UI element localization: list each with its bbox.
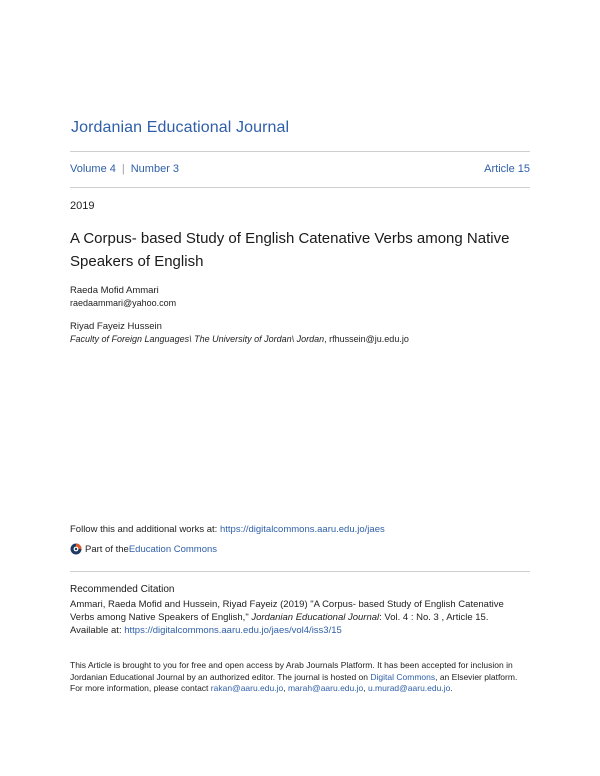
author-affiliation-line: [70, 333, 409, 346]
notice-comma: ,: [283, 683, 288, 693]
notice-end: .: [450, 683, 453, 693]
journal-title[interactable]: [71, 119, 289, 137]
divider-citation: [70, 571, 530, 572]
author-name: Raeda Mofid Ammari: [70, 285, 159, 296]
journal-title-text[interactable]: Jordanian Educational Journal: [71, 119, 290, 136]
author-block-1: [70, 284, 176, 310]
volume-link[interactable]: Volume 4: [70, 163, 116, 175]
author-name: Riyad Fayeiz Hussein: [70, 321, 162, 332]
education-commons-link[interactable]: Education Commons: [128, 543, 218, 555]
part-of-line: [70, 543, 217, 555]
author-affiliation: Faculty of Foreign Languages\ The University of Jordan\ Jordan: [70, 334, 325, 344]
citation-available-prefix: Available at:: [70, 625, 125, 636]
digital-commons-link[interactable]: Digital Commons: [370, 671, 436, 682]
author-email: , rfhussein@ju.edu.jo: [324, 334, 409, 344]
access-notice: [70, 660, 520, 695]
article-link[interactable]: Article 15: [484, 163, 530, 175]
citation-journal: Jordanian Educational Journal: [251, 612, 380, 623]
citation-url-link[interactable]: https://digitalcommons.aaru.edu.jo/jaes/vol4/iss3/15: [124, 625, 342, 636]
citation-body: [70, 598, 530, 637]
issue-separator: |: [121, 163, 125, 175]
follow-line: [70, 524, 385, 535]
citation-volume: : Vol. 4 : No. 3 , Article 15.: [379, 612, 489, 623]
notice-comma: ,: [363, 683, 368, 693]
follow-prefix: Follow this and additional works at:: [70, 524, 220, 535]
digital-commons-network-icon: [70, 543, 82, 555]
number-link[interactable]: Number 3: [130, 163, 180, 175]
author-email: raedaammari@yahoo.com: [70, 298, 177, 308]
paper-title: A Corpus- based Study of English Catenative Verbs among Native Speakers of English: [70, 230, 510, 270]
notice-text-2: , an Elsevier platform. For more information, please contact: [70, 671, 518, 693]
divider-issue: [70, 187, 530, 188]
notice-text: This Article is brought to you for free and open access by Arab Journals Platform. It has been accepted for inclusion in Jordanian Educational Journal by an authorized editor. The journal is hosted on: [70, 660, 513, 682]
citation-text: Ammari, Raeda Mofid and Hussein, Riyad Fayeiz (2019) "A Corpus- based Study of English Catenative Verbs among Native Speakers of English,": [70, 599, 504, 623]
citation-heading: Recommended Citation: [70, 584, 175, 595]
divider-top: [70, 151, 530, 152]
contact-email-link[interactable]: marah@aaru.edu.jo: [287, 683, 364, 693]
contact-email-link[interactable]: u.murad@aaru.edu.jo: [367, 683, 451, 693]
issue-info-row: [70, 163, 530, 175]
follow-link[interactable]: https://digitalcommons.aaru.edu.jo/jaes: [219, 524, 385, 535]
contact-email-link[interactable]: rakan@aaru.edu.jo: [210, 683, 284, 693]
part-of-prefix: Part of the: [85, 543, 129, 555]
author-block-2: [70, 320, 409, 346]
publication-year: 2019: [70, 200, 95, 212]
